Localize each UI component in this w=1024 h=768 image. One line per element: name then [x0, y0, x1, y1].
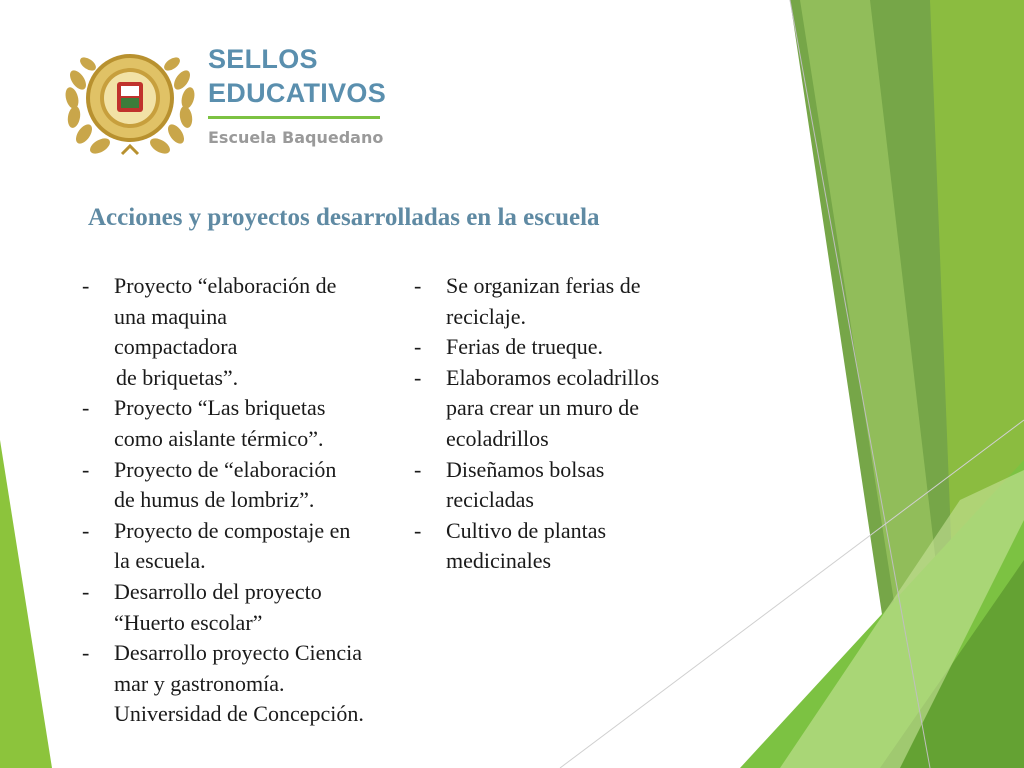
list-item	[414, 332, 724, 363]
left-edge-green-shape	[0, 440, 52, 768]
list-item	[414, 363, 724, 455]
bullet-dash: -	[82, 273, 90, 298]
list-item	[82, 638, 422, 730]
brand-subtitle: Escuela Baquedano	[208, 128, 384, 147]
list-item-text-line: Desarrollo proyecto Ciencia	[114, 640, 363, 666]
list-item-text-line: de briquetas”.	[116, 364, 239, 390]
list-item-text-line: “Huerto escolar”	[114, 609, 263, 635]
school-logo	[62, 40, 422, 160]
list-item-text-line: Proyecto “Las briquetas	[114, 395, 326, 421]
list-item-text-line: compactadora	[114, 334, 238, 360]
list-item-text-line: Elaboramos ecoladrillos	[446, 364, 660, 390]
list-item-text-line: como aislante térmico”.	[114, 425, 324, 451]
list-item	[82, 271, 422, 393]
list-item	[82, 455, 422, 516]
list-item-text-line: de humus de lombriz”.	[114, 487, 315, 513]
list-item-text-line: reciclaje.	[446, 303, 526, 329]
list-item	[82, 393, 422, 454]
list-item-text-line: Cultivo de plantas	[446, 517, 607, 543]
list-item-text-line: Se organizan ferias de	[446, 273, 641, 298]
list-item-text-line: la escuela.	[114, 548, 206, 574]
list-item-text-line: para crear un muro de	[446, 395, 640, 421]
list-item-text-line: Ferias de trueque.	[446, 334, 603, 360]
bullet-dash: -	[82, 640, 90, 666]
bullet-dash: -	[414, 364, 422, 390]
list-item	[82, 577, 422, 638]
bullet-dash: -	[82, 517, 90, 543]
list-item	[414, 455, 724, 516]
list-item	[414, 271, 724, 332]
bullet-dash: -	[82, 578, 90, 604]
list-item-text-line: ecoladrillos	[446, 425, 549, 451]
bullet-dash: -	[414, 456, 422, 482]
list-item	[414, 516, 724, 577]
list-item-text-line: Proyecto “elaboración de	[114, 273, 337, 298]
list-item-text-line: una maquina	[114, 303, 228, 329]
left-actions-list	[82, 271, 422, 730]
list-item-text-line: Proyecto de compostaje en	[114, 517, 351, 543]
bullet-dash: -	[414, 273, 422, 298]
brand-rule	[208, 116, 380, 119]
bullet-dash: -	[414, 334, 422, 360]
list-item-text-line: Universidad de Concepción.	[114, 701, 364, 727]
brand-title	[208, 42, 386, 110]
bullet-dash: -	[82, 456, 90, 482]
right-actions-list	[414, 271, 724, 577]
brand-title-line1: SELLOS	[208, 44, 318, 74]
list-item	[82, 516, 422, 577]
list-item-text-line: Desarrollo del proyecto	[114, 578, 322, 604]
laurel-seal-icon	[62, 40, 198, 158]
bullet-dash: -	[414, 517, 422, 543]
list-item-text-line: recicladas	[446, 487, 534, 513]
list-item-text-line: Proyecto de “elaboración	[114, 456, 337, 482]
slide-heading: Acciones y proyectos desarrolladas en la escuela	[88, 204, 600, 231]
list-item-text-line: medicinales	[446, 548, 552, 574]
bullet-dash: -	[82, 395, 90, 421]
brand-title-line2: EDUCATIVOS	[208, 78, 387, 108]
list-item-text-line: Diseñamos bolsas	[446, 456, 605, 482]
list-item-text-line: mar y gastronomía.	[114, 670, 285, 696]
